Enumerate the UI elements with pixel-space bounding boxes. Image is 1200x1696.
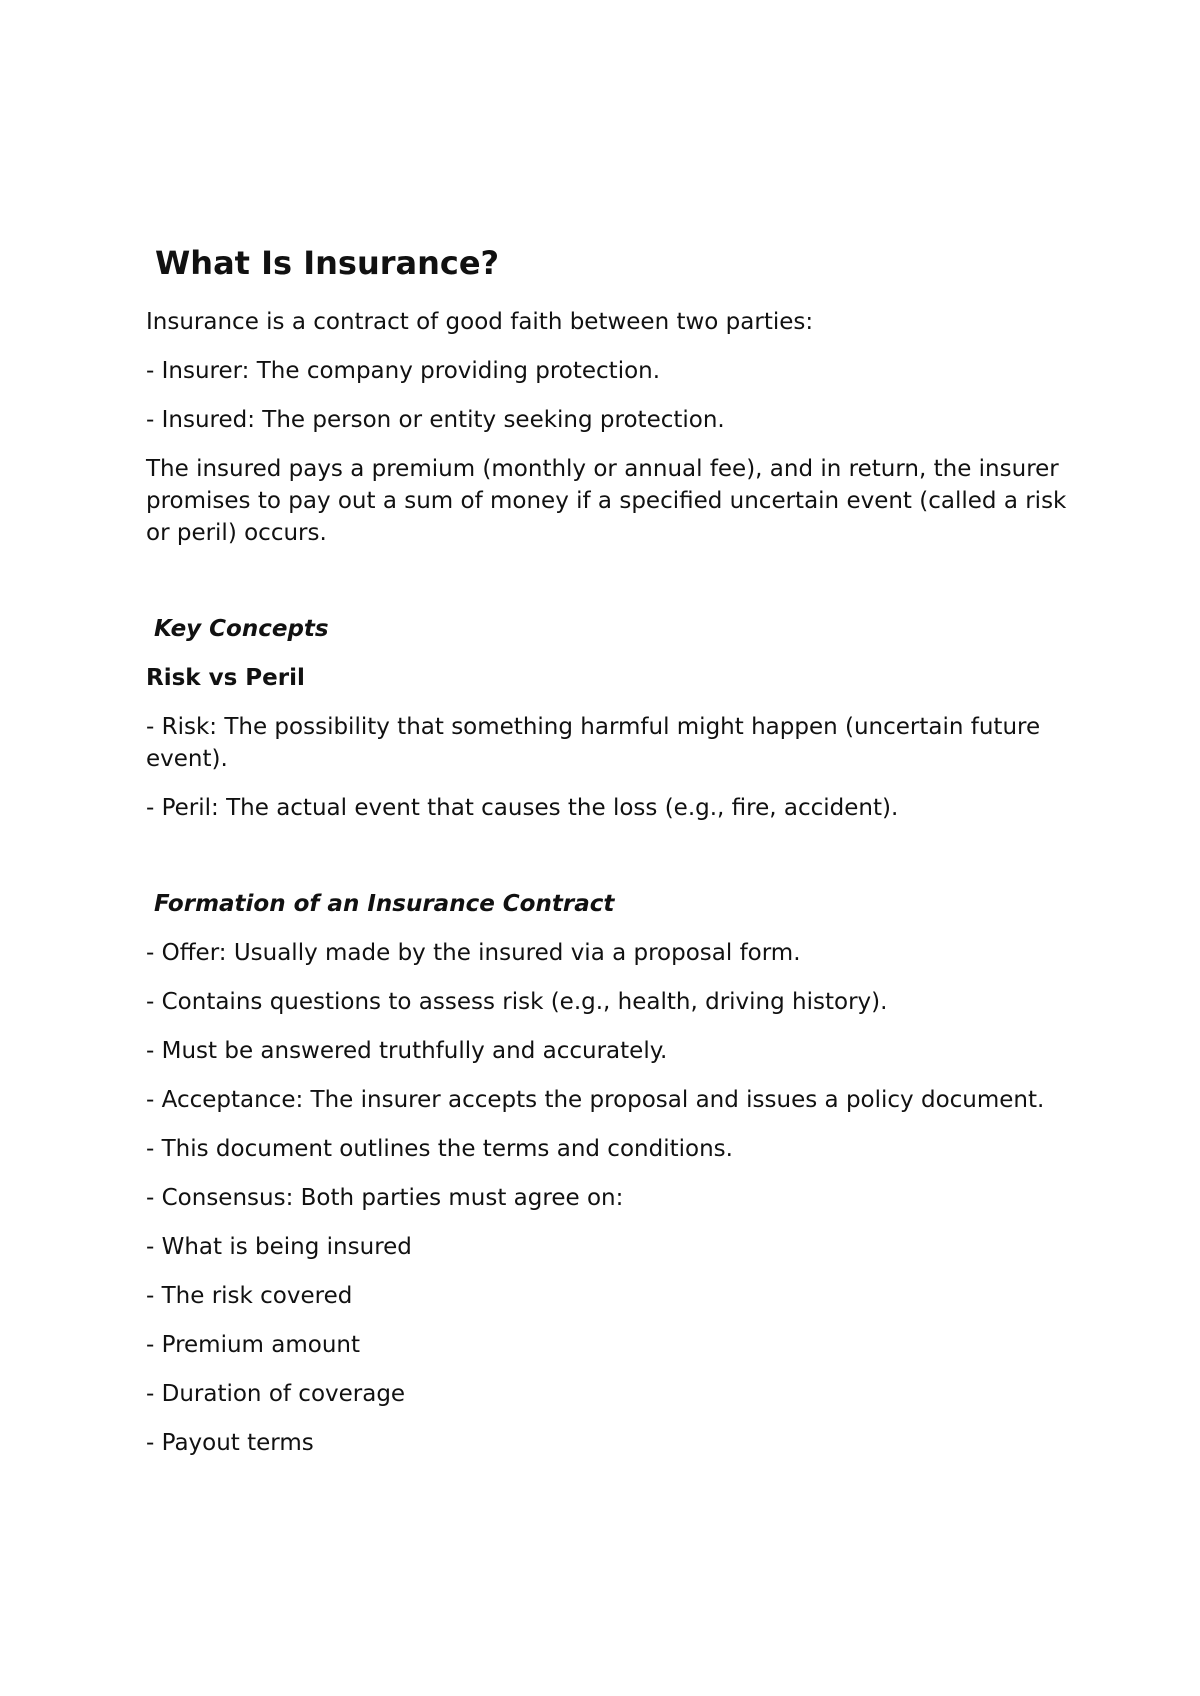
risk-vs-peril-heading: Risk vs Peril: [146, 665, 305, 691]
formation-item-premium: - Premium amount: [146, 1332, 361, 1358]
formation-item-offer: - Offer: Usually made by the insured via a proposal form.: [146, 940, 801, 966]
party-insurer: - Insurer: The company providing protection.: [146, 358, 661, 384]
risk-definition: - Risk: The possibility that something harmful might happen (uncertain future event).: [146, 714, 1041, 772]
document-body: [146, 244, 1076, 1459]
formation-item-questions: - Contains questions to assess risk (e.g., health, driving history).: [146, 989, 888, 1015]
formation-item-payout: - Payout terms: [146, 1430, 314, 1456]
formation-item-acceptance: - Acceptance: The insurer accepts the proposal and issues a policy document.: [146, 1087, 1045, 1113]
formation-item-duration: - Duration of coverage: [146, 1381, 406, 1407]
party-insured: - Insured: The person or entity seeking protection.: [146, 407, 725, 433]
key-concepts-heading: Key Concepts: [154, 616, 329, 642]
formation-item-what-insured: - What is being insured: [146, 1234, 412, 1260]
document-title: What Is Insurance?: [155, 244, 500, 282]
formation-item-consensus: - Consensus: Both parties must agree on:: [146, 1185, 624, 1211]
formation-item-risk-covered: - The risk covered: [146, 1283, 353, 1309]
formation-heading: Formation of an Insurance Contract: [154, 891, 615, 917]
premium-paragraph: The insured pays a premium (monthly or annual fee), and in return, the insurer promises to pay out a sum of money if a specified uncertain event (called a risk or peril) occurs.: [146, 456, 1067, 546]
peril-definition: - Peril: The actual event that causes the loss (e.g., fire, accident).: [146, 795, 899, 821]
intro-paragraph: Insurance is a contract of good faith between two parties:: [146, 309, 814, 335]
formation-item-truthful: - Must be answered truthfully and accurately.: [146, 1038, 668, 1064]
formation-item-terms: - This document outlines the terms and conditions.: [146, 1136, 733, 1162]
